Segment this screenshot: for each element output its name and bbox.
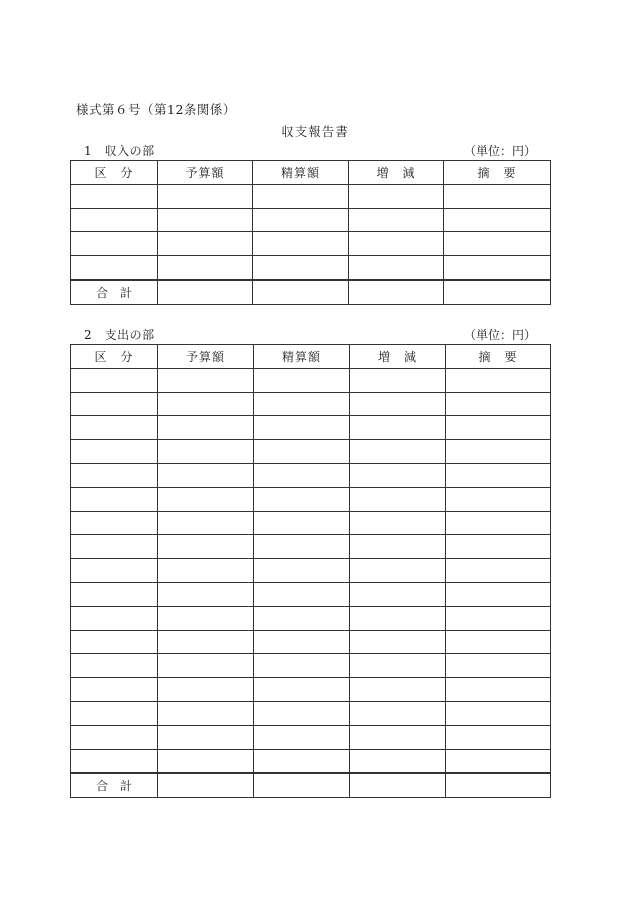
expense-settled-cell[interactable] (254, 606, 350, 630)
expense-category-cell[interactable] (71, 440, 158, 464)
expense-settled-cell[interactable] (254, 440, 350, 464)
income-remarks-cell[interactable] (444, 232, 551, 256)
expense-budget-cell[interactable] (158, 678, 254, 702)
income-table (70, 160, 551, 305)
expense-difference-cell[interactable] (350, 511, 446, 535)
income-difference-cell[interactable] (349, 184, 444, 208)
expense-entry-row (71, 678, 551, 702)
expense-total-row (71, 773, 551, 797)
expense-section-title: 2 支出の部 (84, 328, 155, 342)
expense-category-cell[interactable] (71, 392, 158, 416)
expense-category-cell[interactable] (71, 678, 158, 702)
expense-entry-row (71, 416, 551, 440)
income-settled-cell[interactable] (253, 232, 349, 256)
income-settled-cell[interactable] (253, 256, 349, 280)
expense-section-header (70, 326, 550, 344)
expense-difference-cell[interactable] (350, 606, 446, 630)
income-total-difference-cell[interactable] (349, 280, 444, 304)
expense-col-budget: 予算額 (158, 345, 254, 369)
expense-category-cell[interactable] (71, 606, 158, 630)
income-remarks-cell[interactable] (444, 208, 551, 232)
income-budget-cell[interactable] (158, 208, 253, 232)
expense-category-cell[interactable] (71, 630, 158, 654)
expense-settled-cell[interactable] (254, 559, 350, 583)
expense-settled-cell[interactable] (254, 368, 350, 392)
expense-remarks-cell[interactable] (446, 535, 551, 559)
income-entry-row (71, 232, 551, 256)
expense-entry-row (71, 606, 551, 630)
expense-category-cell[interactable] (71, 654, 158, 678)
expense-col-settled: 精算額 (254, 345, 350, 369)
expense-category-cell[interactable] (71, 582, 158, 606)
expense-settled-cell[interactable] (254, 582, 350, 606)
form-number-label: 様式第６号（第12条関係） (76, 102, 236, 117)
expense-remarks-cell[interactable] (446, 725, 551, 749)
expense-budget-cell[interactable] (158, 487, 254, 511)
expense-budget-cell[interactable] (158, 582, 254, 606)
expense-remarks-cell[interactable] (446, 463, 551, 487)
expense-difference-cell[interactable] (350, 630, 446, 654)
income-total-label: 合 計 (71, 280, 158, 304)
expense-budget-cell[interactable] (158, 440, 254, 464)
income-entry-row (71, 208, 551, 232)
expense-budget-cell[interactable] (158, 535, 254, 559)
expense-budget-cell[interactable] (158, 368, 254, 392)
expense-remarks-cell[interactable] (446, 582, 551, 606)
expense-table (70, 344, 551, 798)
expense-difference-cell[interactable] (350, 678, 446, 702)
income-settled-cell[interactable] (253, 208, 349, 232)
expense-budget-cell[interactable] (158, 701, 254, 725)
expense-category-cell[interactable] (71, 511, 158, 535)
expense-difference-cell[interactable] (350, 463, 446, 487)
expense-category-cell[interactable] (71, 487, 158, 511)
expense-difference-cell[interactable] (350, 416, 446, 440)
expense-difference-cell[interactable] (350, 701, 446, 725)
expense-remarks-cell[interactable] (446, 511, 551, 535)
expense-budget-cell[interactable] (158, 392, 254, 416)
income-category-cell[interactable] (71, 184, 158, 208)
expense-settled-cell[interactable] (254, 749, 350, 773)
expense-settled-cell[interactable] (254, 654, 350, 678)
income-header-row (71, 161, 551, 185)
income-entry-row (71, 184, 551, 208)
expense-col-difference: 増 減 (350, 345, 446, 369)
expense-budget-cell[interactable] (158, 463, 254, 487)
expense-difference-cell[interactable] (350, 654, 446, 678)
expense-difference-cell[interactable] (350, 749, 446, 773)
expense-settled-cell[interactable] (254, 511, 350, 535)
expense-settled-cell[interactable] (254, 392, 350, 416)
expense-category-cell[interactable] (71, 701, 158, 725)
expense-settled-cell[interactable] (254, 701, 350, 725)
expense-total-remarks-cell[interactable] (446, 773, 551, 797)
income-budget-cell[interactable] (158, 256, 253, 280)
expense-difference-cell[interactable] (350, 440, 446, 464)
expense-entry-row (71, 511, 551, 535)
expense-category-cell[interactable] (71, 749, 158, 773)
income-remarks-cell[interactable] (444, 256, 551, 280)
expense-difference-cell[interactable] (350, 368, 446, 392)
expense-budget-cell[interactable] (158, 654, 254, 678)
expense-remarks-cell[interactable] (446, 559, 551, 583)
income-col-difference: 増 減 (349, 161, 444, 185)
expense-entry-row (71, 368, 551, 392)
expense-settled-cell[interactable] (254, 678, 350, 702)
income-entry-row (71, 256, 551, 280)
expense-entry-row (71, 725, 551, 749)
expense-budget-cell[interactable] (158, 559, 254, 583)
income-col-budget: 予算額 (158, 161, 253, 185)
expense-category-cell[interactable] (71, 535, 158, 559)
expense-settled-cell[interactable] (254, 463, 350, 487)
income-total-remarks-cell[interactable] (444, 280, 551, 304)
income-budget-cell[interactable] (158, 184, 253, 208)
expense-remarks-cell[interactable] (446, 654, 551, 678)
expense-settled-cell[interactable] (254, 630, 350, 654)
expense-total-settled-cell[interactable] (254, 773, 350, 797)
expense-entry-row (71, 701, 551, 725)
expense-total-budget-cell[interactable] (158, 773, 254, 797)
income-col-settled: 精算額 (253, 161, 349, 185)
expense-budget-cell[interactable] (158, 416, 254, 440)
expense-remarks-cell[interactable] (446, 368, 551, 392)
expense-difference-cell[interactable] (350, 535, 446, 559)
expense-entry-row (71, 630, 551, 654)
expense-difference-cell[interactable] (350, 559, 446, 583)
income-total-budget-cell[interactable] (158, 280, 253, 304)
expense-remarks-cell[interactable] (446, 749, 551, 773)
expense-entry-row (71, 392, 551, 416)
expense-budget-cell[interactable] (158, 511, 254, 535)
expense-col-category: 区 分 (71, 345, 158, 369)
income-unit-label: （単位：円） (463, 144, 536, 158)
expense-difference-cell[interactable] (350, 487, 446, 511)
expense-category-cell[interactable] (71, 416, 158, 440)
expense-difference-cell[interactable] (350, 725, 446, 749)
expense-remarks-cell[interactable] (446, 392, 551, 416)
expense-category-cell[interactable] (71, 725, 158, 749)
expense-settled-cell[interactable] (254, 416, 350, 440)
expense-entry-row (71, 654, 551, 678)
expense-remarks-cell[interactable] (446, 606, 551, 630)
document-title: 収支報告書 (281, 124, 349, 139)
expense-settled-cell[interactable] (254, 725, 350, 749)
expense-remarks-cell[interactable] (446, 440, 551, 464)
expense-remarks-cell[interactable] (446, 630, 551, 654)
income-difference-cell[interactable] (349, 232, 444, 256)
expense-unit-label: （単位：円） (463, 328, 536, 342)
income-difference-cell[interactable] (349, 208, 444, 232)
expense-remarks-cell[interactable] (446, 701, 551, 725)
income-total-settled-cell[interactable] (253, 280, 349, 304)
expense-entry-row (71, 440, 551, 464)
income-section-title: 1 収入の部 (84, 144, 155, 158)
expense-total-difference-cell[interactable] (350, 773, 446, 797)
expense-header-row (71, 345, 551, 369)
income-category-cell[interactable] (71, 256, 158, 280)
expense-category-cell[interactable] (71, 368, 158, 392)
expense-entry-row (71, 749, 551, 773)
expense-budget-cell[interactable] (158, 630, 254, 654)
expense-entry-row (71, 487, 551, 511)
income-settled-cell[interactable] (253, 184, 349, 208)
expense-budget-cell[interactable] (158, 749, 254, 773)
expense-difference-cell[interactable] (350, 582, 446, 606)
expense-entry-row (71, 582, 551, 606)
expense-budget-cell[interactable] (158, 606, 254, 630)
income-col-category: 区 分 (71, 161, 158, 185)
expense-entry-row (71, 535, 551, 559)
expense-budget-cell[interactable] (158, 725, 254, 749)
income-col-remarks: 摘 要 (444, 161, 551, 185)
expense-remarks-cell[interactable] (446, 416, 551, 440)
expense-col-remarks: 摘 要 (446, 345, 551, 369)
income-budget-cell[interactable] (158, 232, 253, 256)
income-difference-cell[interactable] (349, 256, 444, 280)
expense-entry-row (71, 559, 551, 583)
expense-difference-cell[interactable] (350, 392, 446, 416)
expense-settled-cell[interactable] (254, 535, 350, 559)
income-category-cell[interactable] (71, 208, 158, 232)
income-category-cell[interactable] (71, 232, 158, 256)
income-remarks-cell[interactable] (444, 184, 551, 208)
expense-total-label: 合 計 (71, 773, 158, 797)
expense-remarks-cell[interactable] (446, 487, 551, 511)
income-total-row (71, 280, 551, 304)
expense-settled-cell[interactable] (254, 487, 350, 511)
income-section-header (70, 142, 550, 160)
expense-entry-row (71, 463, 551, 487)
expense-category-cell[interactable] (71, 463, 158, 487)
expense-category-cell[interactable] (71, 559, 158, 583)
expense-remarks-cell[interactable] (446, 678, 551, 702)
